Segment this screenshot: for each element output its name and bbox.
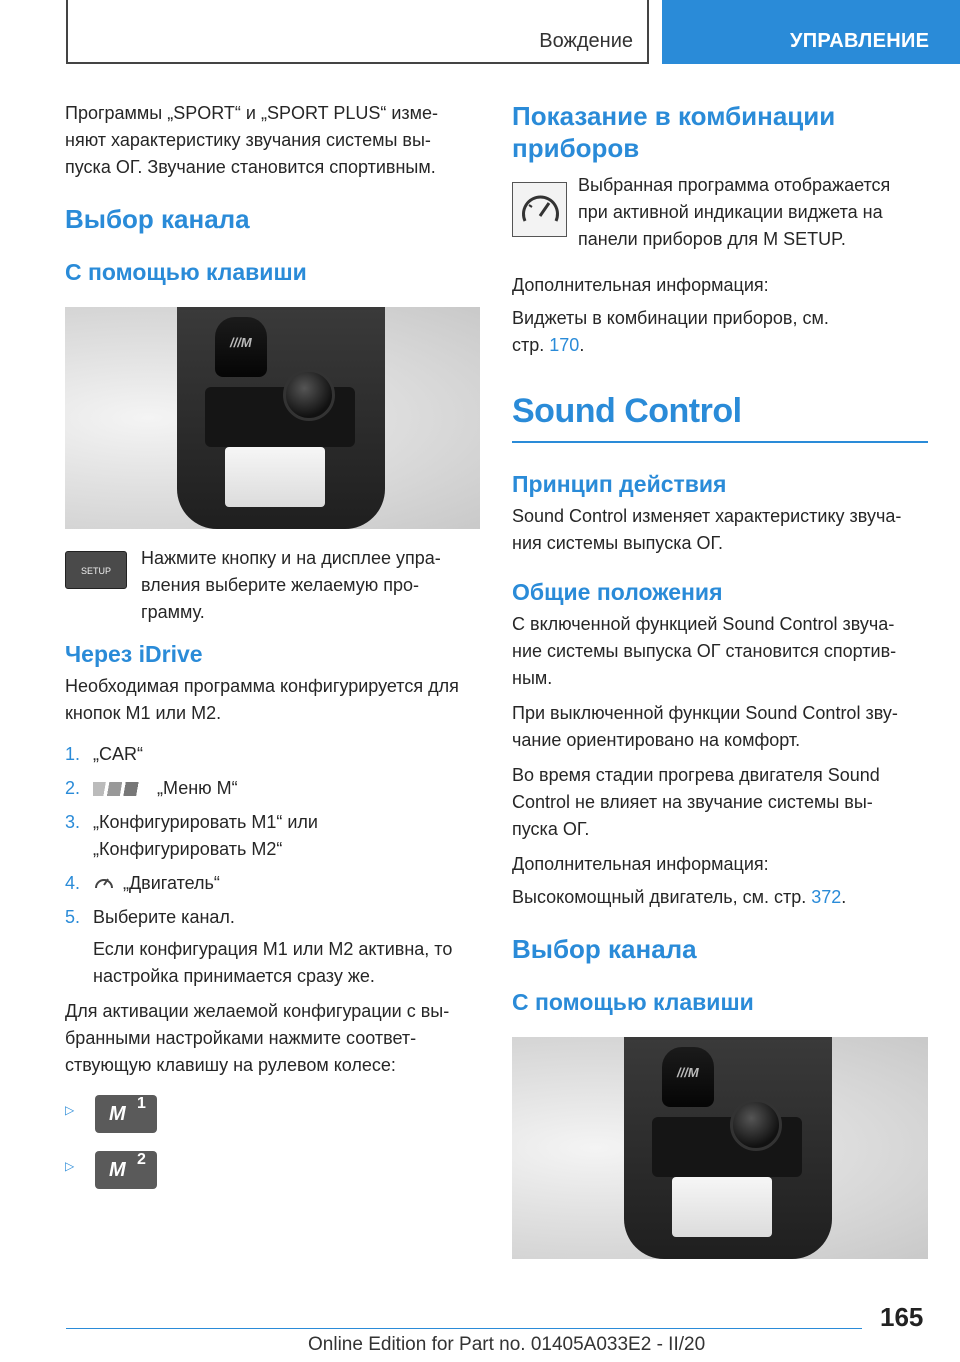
heading-sound-control: Sound Control xyxy=(512,392,742,430)
more-info-1: Дополнительная информация: xyxy=(512,275,769,295)
step5-note: Если конфигурация M1 или M2 активна, то настройка принимается сразу же. xyxy=(93,939,453,986)
general-text-2: При выключенной функции Sound Control зву- чание ориентировано на комфорт. xyxy=(512,703,898,750)
heading-principle: Принцип действия xyxy=(512,471,727,497)
link-page-372[interactable]: 372 xyxy=(811,887,842,907)
m2-button-icon: M 2 xyxy=(95,1151,157,1189)
gauge-widget-icon xyxy=(512,182,567,237)
footer-edition: Online Edition for Part no. 01405A033E2 - II/20 xyxy=(308,1334,706,1355)
steps-list xyxy=(65,741,480,931)
m1-bullet: ▷ M 1 xyxy=(65,1095,480,1133)
more-info-2: Дополнительная информация: xyxy=(512,854,769,874)
m2-bullet: ▷ M 2 xyxy=(65,1151,480,1189)
heading-instrument-display: Показание в комбинации приборов xyxy=(512,101,836,163)
setup-text-line1: Нажмите кнопку и на дисплее упра- вления выберите желаемую про- грамму. xyxy=(141,548,441,622)
heading-idrive: Через iDrive xyxy=(65,641,203,667)
left-column xyxy=(65,100,480,1207)
step-4: 4. „Двигатель“ xyxy=(65,873,220,893)
step-1: 1. „CAR“ xyxy=(65,744,143,764)
activate-text: Для активации желаемой конфигурации с вы- бранными настройками нажмите соответ- ствующую клавишу на рулевом колесе: xyxy=(65,1001,450,1075)
m-menu-icon xyxy=(93,782,149,796)
heading-channel-select-2: Выбор канала xyxy=(512,934,697,964)
heading-channel-select: Выбор канала xyxy=(65,204,250,234)
sound-control-rule xyxy=(512,441,928,443)
header-section-label: Вождение xyxy=(539,30,633,52)
header-section-tab xyxy=(66,0,649,64)
heading-by-button: С помощью клавиши xyxy=(65,259,307,285)
intro-paragraph: Программы „SPORT“ и „SPORT PLUS“ изме- няют характеристику звучания системы вы- пуска ОГ. Звучание становится спортивным. xyxy=(65,103,439,177)
display-text: Выбранная программа отображается при активной индикации виджета на панели приборов для M SETUP. xyxy=(578,175,891,249)
link-page-170[interactable]: 170 xyxy=(549,335,580,355)
general-text-1: С включенной функцией Sound Control звуча- ние системы выпуска ОГ становится спортив- ным. xyxy=(512,614,897,688)
setup-button-icon: SETUP xyxy=(65,551,127,589)
gauge-icon xyxy=(93,873,115,891)
widgets-reference: Виджеты в комбинации приборов, см. стр. 170. xyxy=(512,308,829,355)
heading-general: Общие положения xyxy=(512,579,723,605)
footer-rule xyxy=(66,1328,862,1329)
header-chapter-label: УПРАВЛЕНИЕ xyxy=(790,30,930,52)
step-3: 3. „Конфигурировать M1“ или „Конфигурировать M2“ xyxy=(65,812,318,859)
m1-button-icon: M 1 xyxy=(95,1095,157,1133)
right-column xyxy=(512,100,928,1259)
principle-text: Sound Control изменяет характеристику звуча- ния системы выпуска ОГ. xyxy=(512,506,902,553)
step-2: 2. „Меню M“ xyxy=(65,778,238,798)
header-chapter-tab xyxy=(662,0,960,64)
engine-reference: Высокомощный двигатель, см. стр. 372. xyxy=(512,887,847,907)
general-text-3: Во время стадии прогрева двигателя Sound Control не влияет на звучание системы вы- пуска ОГ. xyxy=(512,765,880,839)
step-5: 5. Выберите канал. xyxy=(65,907,235,927)
idrive-text: Необходимая программа конфигурируется для кнопок M1 или M2. xyxy=(65,676,459,723)
page-number: 165 xyxy=(880,1302,924,1332)
console-photo-2: ///M xyxy=(512,1037,928,1259)
console-photo: ///M xyxy=(65,307,480,529)
heading-by-button-2: С помощью клавиши xyxy=(512,989,754,1015)
